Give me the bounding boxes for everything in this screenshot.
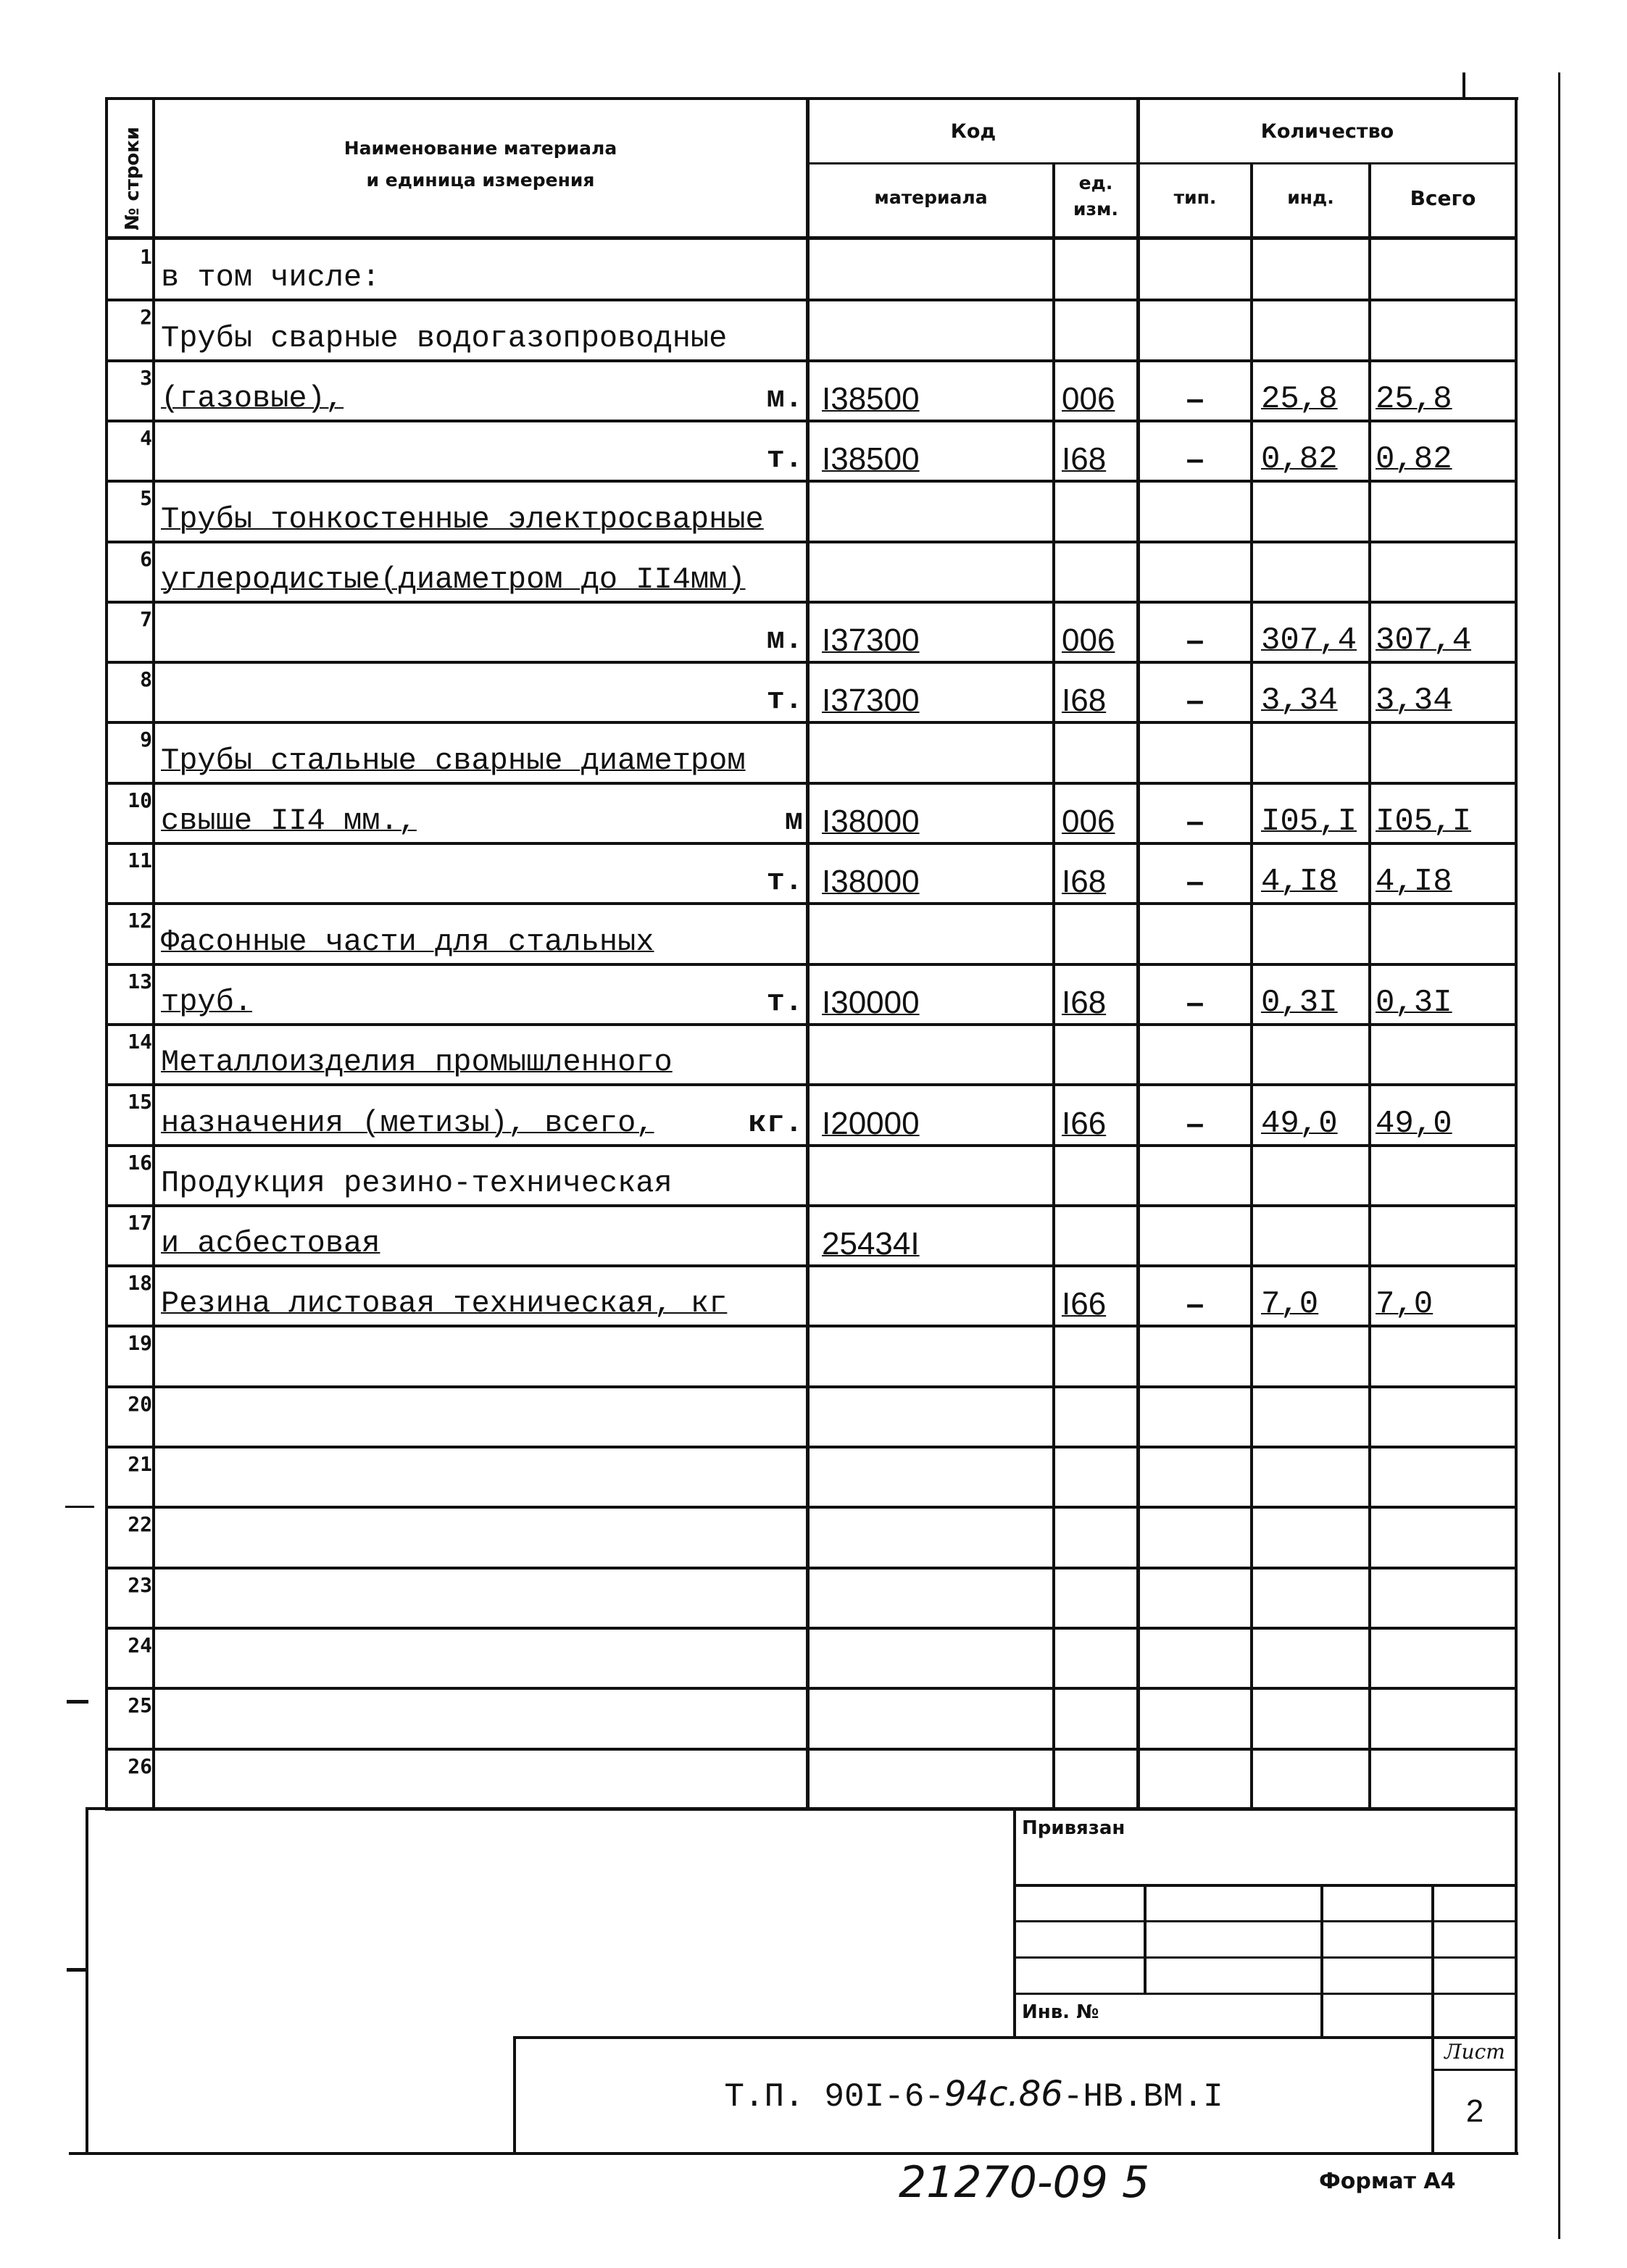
col-line-typ [1250,163,1253,1807]
frame-right-outer [1558,72,1560,2239]
material-name: труб. [161,985,253,1020]
col-ind-header: инд. [1287,187,1334,208]
row-line [105,661,1518,664]
qty-typical: – [1186,804,1204,839]
qty-individual: 7,0 [1261,1286,1319,1322]
row-number-header: № строки [122,126,143,230]
qty-total: 307,4 [1376,622,1472,659]
row-number: 8 [140,667,152,691]
material-name: (газовые), [161,381,344,416]
row-line [105,1023,1518,1026]
row-line [105,420,1518,422]
code-group-header: Код [950,120,996,143]
qty-typical: – [1186,985,1204,1020]
row-number: 6 [140,547,152,571]
qty-typical: – [1186,1286,1204,1322]
qty-individual: 25,8 [1261,381,1338,417]
col-line-rownum [152,97,155,1807]
material-name: и асбестовая [161,1226,380,1261]
material-name: Трубы сварные водогазопроводные [161,321,728,356]
qty-individual: I05,I [1261,804,1357,840]
stamp-grid-h4 [1013,1993,1515,1995]
row-line [105,1627,1518,1630]
qty-individual: 4,I8 [1261,864,1338,900]
material-name: Резина листовая техническая, кг [161,1286,728,1321]
row-line [105,541,1518,543]
document-code [516,2074,1431,2116]
name-header-line2: и единица измерения [366,170,595,191]
qty-individual: 0,3I [1261,985,1338,1021]
row-line [105,902,1518,905]
row-line [105,842,1518,845]
frame-right-inner [1515,97,1518,2155]
row-number: 21 [128,1452,152,1476]
row-number: 2 [140,305,152,329]
unit-code: I68 [1062,985,1107,1020]
sheet-box-divider [1431,2069,1518,2071]
binding-mark [67,1700,88,1704]
row-line [105,1748,1518,1751]
material-name: Фасонные части для стальных [161,925,654,959]
row-line [105,299,1518,301]
material-name: углеродистые(диаметром до II4мм) [161,562,746,597]
measure-unit: м. [766,622,803,657]
row-line [105,359,1518,362]
row-line [105,1567,1518,1569]
row-number: 20 [128,1392,152,1416]
inv-label: Инв. № [1022,2001,1099,2023]
col-line-code [1052,163,1055,1807]
stamp-grid-v2 [1320,1884,1323,2036]
material-code: I20000 [822,1106,920,1141]
qty-individual: 3,34 [1261,683,1338,719]
sheet-number: 2 [1465,2093,1484,2129]
row-line [105,721,1518,724]
stamp-grid-v1 [1144,1884,1147,1993]
name-header-line1: Наименование материала [344,138,617,159]
row-number: 14 [128,1030,152,1054]
measure-unit: м [784,804,803,838]
row-line [105,1506,1518,1509]
qty-total: 7,0 [1376,1286,1433,1322]
col-unit-header-line2: изм. [1073,199,1118,220]
qty-total: 3,34 [1376,683,1452,719]
stamp-grid-h3 [1013,1956,1515,1959]
col-line-unit [1136,97,1140,1807]
row-line [105,1687,1518,1690]
qty-total: 49,0 [1376,1106,1452,1142]
material-name: Продукция резино-техническая [161,1166,673,1201]
row-number: 24 [128,1633,152,1657]
qty-individual: 307,4 [1261,622,1357,659]
material-name: Трубы тонкостенные электросварные [161,502,764,537]
row-number: 5 [140,486,152,510]
row-line [105,1083,1518,1086]
row-number: 10 [128,788,152,812]
row-number: 9 [140,727,152,751]
unit-code: 006 [1062,381,1115,417]
qty-individual: 0,82 [1261,441,1338,478]
qty-typical: – [1186,622,1204,658]
quantity-group-header: Количество [1260,120,1394,143]
row-line [105,1325,1518,1327]
qty-typical: – [1186,864,1204,899]
qty-typical: – [1186,441,1204,477]
row-number: 18 [128,1271,152,1295]
qty-typical: – [1186,1106,1204,1141]
row-number: 23 [128,1573,152,1597]
col-line-name [806,97,810,1807]
qty-typical: – [1186,381,1204,417]
unit-code: I66 [1062,1286,1107,1322]
row-line [105,601,1518,604]
material-code: I38500 [822,441,920,477]
binding-mark [65,1506,94,1508]
unit-code: I68 [1062,683,1107,718]
row-number: 26 [128,1754,152,1778]
unit-code: I66 [1062,1106,1107,1141]
qty-total: I05,I [1376,804,1472,840]
material-code: I38000 [822,804,920,839]
col-unit-header-line1: ед. [1078,172,1113,193]
material-code: I38500 [822,381,920,417]
attached-label: Привязан [1022,1817,1125,1839]
stamp-left-vline [1013,1807,1016,2038]
col-total-header: Всего [1410,186,1476,210]
material-code: I37300 [822,622,920,658]
measure-unit: м. [766,381,803,416]
frame-bottom [69,2152,1518,2155]
material-code: I37300 [822,683,920,718]
row-number: 7 [140,607,152,631]
doc-code-suffix: -НВ.ВМ.I [1062,2078,1223,2116]
measure-unit: т. [766,985,803,1020]
qty-individual: 49,0 [1261,1106,1338,1142]
handwritten-archive-number: 21270-09 5 [899,2157,1150,2208]
material-name: свыше II4 мм., [161,804,417,838]
row-line [105,1264,1518,1267]
sheet-label: Лист [1444,2040,1505,2064]
stamp-grid-h1 [1013,1884,1515,1887]
col-line-ind [1368,163,1371,1807]
unit-code: I68 [1062,441,1107,477]
row-number: 3 [140,366,152,390]
row-number: 4 [140,426,152,450]
frame-tick-top [1462,72,1465,99]
binding-mark [67,1968,88,1972]
row-number: 15 [128,1090,152,1114]
row-number: 13 [128,970,152,993]
row-number: 25 [128,1693,152,1717]
measure-unit: т. [766,864,803,899]
row-number: 22 [128,1512,152,1536]
measure-unit: кг. [748,1106,803,1141]
doc-code-handwritten: 94с.86 [944,2074,1063,2114]
format-label: Формат А4 [1319,2169,1456,2194]
row-number: 17 [128,1211,152,1235]
unit-code: 006 [1062,804,1115,839]
row-number: 11 [128,849,152,872]
stamp-grid-h2 [1013,1920,1515,1922]
material-name: Металлоизделия промышленного [161,1045,673,1080]
header-bottom-line [105,236,1518,240]
row-line [105,1385,1518,1388]
measure-unit: т. [766,683,803,717]
title-box-top [513,2036,1518,2039]
qty-total: 0,82 [1376,441,1452,478]
stamp-top-line [86,1807,1518,1810]
qty-typical: – [1186,683,1204,718]
row-line [105,1144,1518,1147]
row-number: 19 [128,1331,152,1355]
material-name: в том числе: [161,260,380,295]
qty-total: 4,I8 [1376,864,1452,900]
row-number: 16 [128,1151,152,1175]
row-line [105,480,1518,483]
unit-code: I68 [1062,864,1107,899]
row-line [105,963,1518,966]
row-number: 1 [140,245,152,269]
row-line [105,782,1518,785]
col-material-header: материала [874,187,988,208]
row-number: 12 [128,909,152,933]
material-code: 25434I [822,1226,920,1262]
material-name: Трубы стальные сварные диаметром [161,743,746,778]
col-typ-header: тип. [1173,187,1217,208]
frame-left-lower [86,1807,88,2152]
material-code: I30000 [822,985,920,1020]
row-line [105,1204,1518,1207]
measure-unit: т. [766,441,803,476]
qty-total: 25,8 [1376,381,1452,417]
material-name: назначения (метизы), всего, [161,1106,654,1141]
row-line [105,1446,1518,1448]
frame-top [105,97,1518,100]
frame-left [105,97,108,1807]
material-code: I38000 [822,864,920,899]
doc-code-prefix: Т.П. 90I-6- [724,2078,944,2116]
header-sub-line [806,162,1518,164]
unit-code: 006 [1062,622,1115,658]
qty-total: 0,3I [1376,985,1452,1021]
